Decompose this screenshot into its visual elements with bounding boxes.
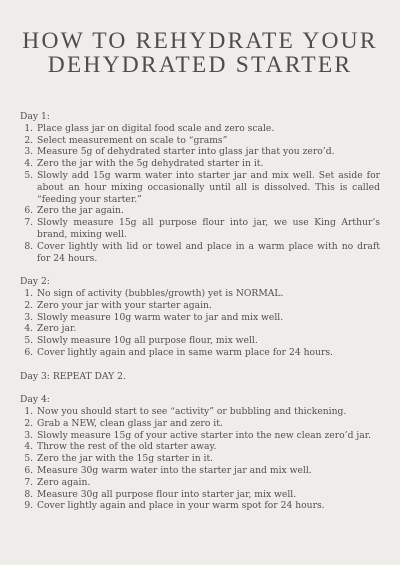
day-4-label: Day 4:: [20, 394, 50, 406]
day-2-section: [20, 276, 380, 359]
page-title: [20, 0, 380, 77]
list-item: 7. Slowly measure 15g all purpose flour into jar, we use King Arthur’s brand, mixing well.: [36, 217, 380, 241]
list-item: 2. Grab a NEW, clean glass jar and zero it.: [36, 418, 380, 430]
list-item: 6. Cover lightly again and place in same warm place for 24 hours.: [36, 347, 380, 359]
instructions: [20, 111, 380, 512]
list-item: 3. Measure 5g of dehydrated starter into glass jar that you zero’d.: [36, 146, 380, 158]
day-1-label: Day 1:: [20, 111, 50, 122]
list-item: 4. Throw the rest of the old starter away.: [36, 441, 380, 453]
title-line-2: DEHYDRATED STARTER: [47, 52, 353, 78]
list-item: 7. Zero again.: [36, 477, 380, 489]
day-1-steps: [20, 123, 380, 265]
list-item: 3. Slowly measure 10g warm water to jar and mix well.: [36, 312, 380, 324]
day-2-steps: [20, 288, 380, 359]
list-item: 2. Select measurement on scale to “grams”: [36, 135, 380, 147]
list-item: 6. Zero the jar again.: [36, 205, 380, 217]
day-1-section: [20, 111, 380, 264]
list-item: 9. Cover lightly again and place in your warm spot for 24 hours.: [36, 500, 380, 512]
list-item: 4. Zero jar.: [36, 323, 380, 335]
list-item: 4. Zero the jar with the 5g dehydrated starter in it.: [36, 158, 380, 170]
list-item: 1. Now you should start to see “activity” or bubbling and thickening.: [36, 406, 380, 418]
list-item: 1. Place glass jar on digital food scale and zero scale.: [36, 123, 380, 135]
list-item: 6. Measure 30g warm water into the starter jar and mix well.: [36, 465, 380, 477]
list-item: 3. Slowly measure 15g of your active starter into the new clean zero’d jar.: [36, 430, 380, 442]
list-item: 8. Cover lightly with lid or towel and place in a warm place with no draft for 24 hours.: [36, 241, 380, 265]
title-line-1: HOW TO REHYDRATE YOUR: [22, 28, 378, 54]
day-4-section: [20, 394, 380, 512]
day-3-label: Day 3: REPEAT DAY 2.: [20, 370, 126, 382]
list-item: 5. Zero the jar with the 15g starter in it.: [36, 453, 380, 465]
list-item: 5. Slowly measure 10g all purpose flour, mix well.: [36, 335, 380, 347]
day-4-steps: [20, 406, 380, 512]
list-item: 1. No sign of activity (bubbles/growth) yet is NORMAL.: [36, 288, 380, 300]
day-3-section: [20, 371, 380, 383]
list-item: 5. Slowly add 15g warm water into starter jar and mix well. Set aside for about an hour mixing occasionally until all is dissolved. This is called “feeding your starter.”: [36, 170, 380, 205]
day-2-label: Day 2:: [20, 276, 50, 288]
list-item: 8. Measure 30g all purpose flour into starter jar, mix well.: [36, 489, 380, 501]
list-item: 2. Zero your jar with your starter again.: [36, 300, 380, 312]
